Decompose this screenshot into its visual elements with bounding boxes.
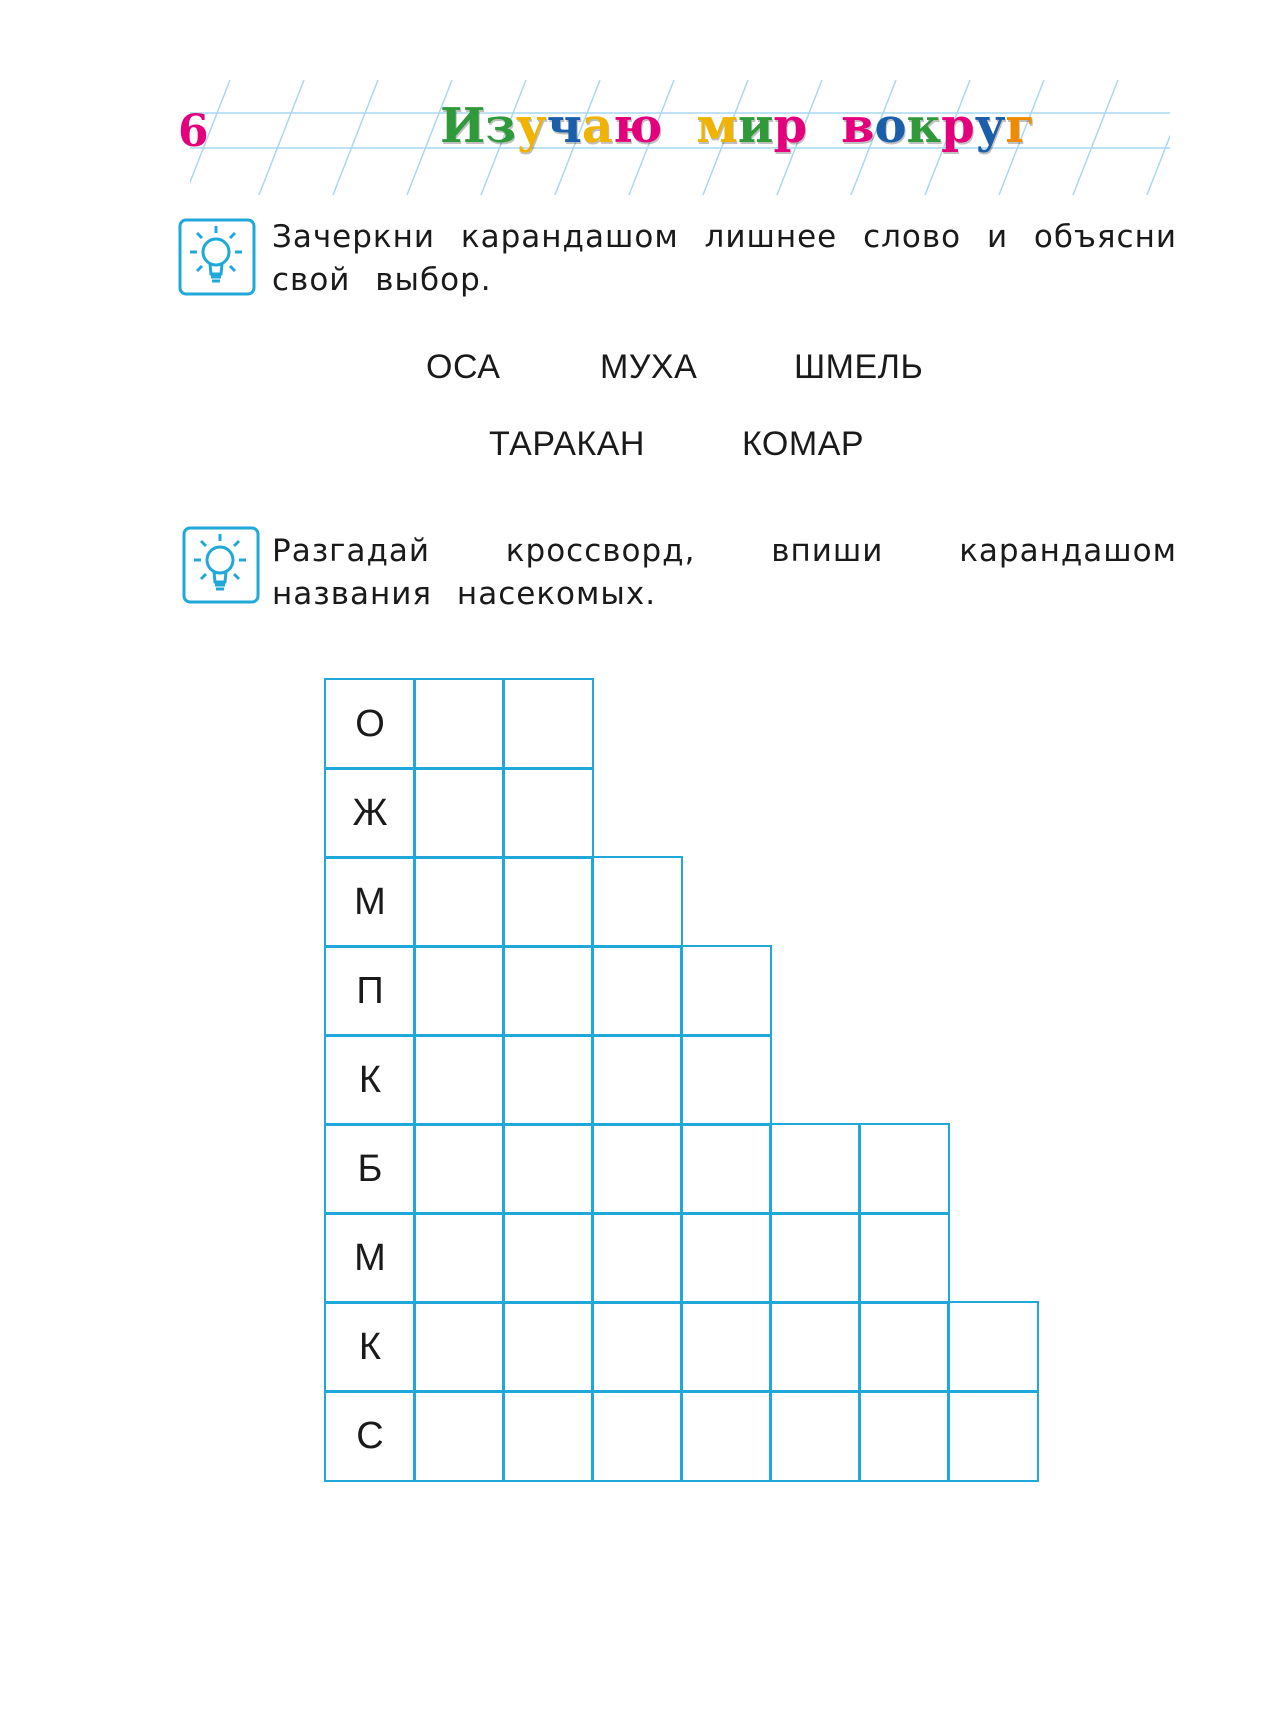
crossword-empty-cell[interactable] <box>591 1034 683 1126</box>
title-letter: а <box>581 98 613 154</box>
title-letter: у <box>974 98 1006 154</box>
crossword-empty-cell[interactable] <box>769 1212 861 1304</box>
crossword-empty-cell[interactable] <box>413 1301 505 1393</box>
crossword-empty-cell[interactable] <box>947 1390 1039 1482</box>
crossword-empty-cell[interactable] <box>947 1301 1039 1393</box>
title-letter: м <box>696 98 738 154</box>
crossword-empty-cell[interactable] <box>502 1212 594 1304</box>
crossword-empty-cell[interactable] <box>680 1301 772 1393</box>
title-letter: и <box>737 98 774 154</box>
crossword-empty-cell[interactable] <box>858 1123 950 1215</box>
title-letter: з <box>485 98 516 154</box>
page-title <box>440 98 1069 154</box>
crossword-empty-cell[interactable] <box>858 1390 950 1482</box>
crossword-empty-cell[interactable] <box>413 1123 505 1215</box>
task2-instruction: Разгадай кроссворд, впиши карандашом названия насекомых. <box>272 533 1177 612</box>
title-word <box>440 98 663 154</box>
crossword-empty-cell[interactable] <box>502 1390 594 1482</box>
title-letter: к <box>906 98 942 154</box>
title-letter: в <box>841 98 875 154</box>
crossword-empty-cell[interactable] <box>680 1034 772 1126</box>
lightbulb-icon <box>182 526 260 604</box>
word-option: КОМАР <box>742 425 865 463</box>
crossword-empty-cell[interactable] <box>591 1301 683 1393</box>
title-letter: г <box>1005 98 1035 154</box>
crossword-empty-cell[interactable] <box>413 678 505 770</box>
crossword-empty-cell[interactable] <box>680 1390 772 1482</box>
word-option: ТАРАКАН <box>489 425 645 463</box>
lightbulb-icon <box>178 218 256 296</box>
title-letter: ч <box>546 98 582 154</box>
crossword-empty-cell[interactable] <box>591 1123 683 1215</box>
crossword-empty-cell[interactable] <box>502 856 594 948</box>
crossword-empty-cell[interactable] <box>413 1034 505 1126</box>
task1-instruction: Зачеркни карандашом лишнее слово и объясни свой выбор. <box>272 219 1177 298</box>
crossword-empty-cell[interactable] <box>502 1301 594 1393</box>
crossword-empty-cell[interactable] <box>502 1034 594 1126</box>
crossword-letter-cell[interactable]: Б <box>324 1123 416 1215</box>
crossword-empty-cell[interactable] <box>680 1212 772 1304</box>
title-letter: у <box>516 98 547 154</box>
crossword-letter-cell[interactable]: К <box>324 1301 416 1393</box>
crossword-letter-cell[interactable]: Ж <box>324 767 416 859</box>
title-word <box>841 98 1035 154</box>
crossword-empty-cell[interactable] <box>769 1123 861 1215</box>
crossword-letter-cell[interactable]: М <box>324 1212 416 1304</box>
crossword-empty-cell[interactable] <box>502 678 594 770</box>
crossword-empty-cell[interactable] <box>858 1301 950 1393</box>
crossword-empty-cell[interactable] <box>858 1212 950 1304</box>
crossword-empty-cell[interactable] <box>769 1301 861 1393</box>
page-number: 6 <box>178 106 209 157</box>
crossword-empty-cell[interactable] <box>502 945 594 1037</box>
crossword-empty-cell[interactable] <box>413 945 505 1037</box>
crossword-empty-cell[interactable] <box>502 767 594 859</box>
title-letter: И <box>440 98 486 154</box>
crossword-empty-cell[interactable] <box>769 1390 861 1482</box>
crossword-empty-cell[interactable] <box>502 1123 594 1215</box>
crossword-letter-cell[interactable]: О <box>324 678 416 770</box>
crossword-empty-cell[interactable] <box>591 1390 683 1482</box>
crossword-letter-cell[interactable]: С <box>324 1390 416 1482</box>
crossword-empty-cell[interactable] <box>413 1212 505 1304</box>
title-letter: о <box>874 98 907 154</box>
word-option: МУХА <box>600 348 698 386</box>
title-letter: ю <box>612 98 663 154</box>
crossword-letter-cell[interactable]: К <box>324 1034 416 1126</box>
crossword-empty-cell[interactable] <box>591 856 683 948</box>
crossword-empty-cell[interactable] <box>413 767 505 859</box>
title-letter: р <box>773 98 808 154</box>
crossword-empty-cell[interactable] <box>413 1390 505 1482</box>
crossword-empty-cell[interactable] <box>680 1123 772 1215</box>
crossword-letter-cell[interactable]: М <box>324 856 416 948</box>
crossword-empty-cell[interactable] <box>591 945 683 1037</box>
word-option: ОСА <box>426 348 501 386</box>
crossword-letter-cell[interactable]: П <box>324 945 416 1037</box>
crossword-empty-cell[interactable] <box>591 1212 683 1304</box>
crossword-empty-cell[interactable] <box>413 856 505 948</box>
crossword-empty-cell[interactable] <box>680 945 772 1037</box>
word-option: ШМЕЛЬ <box>794 348 924 386</box>
title-word <box>696 98 808 154</box>
title-letter: р <box>941 98 975 154</box>
